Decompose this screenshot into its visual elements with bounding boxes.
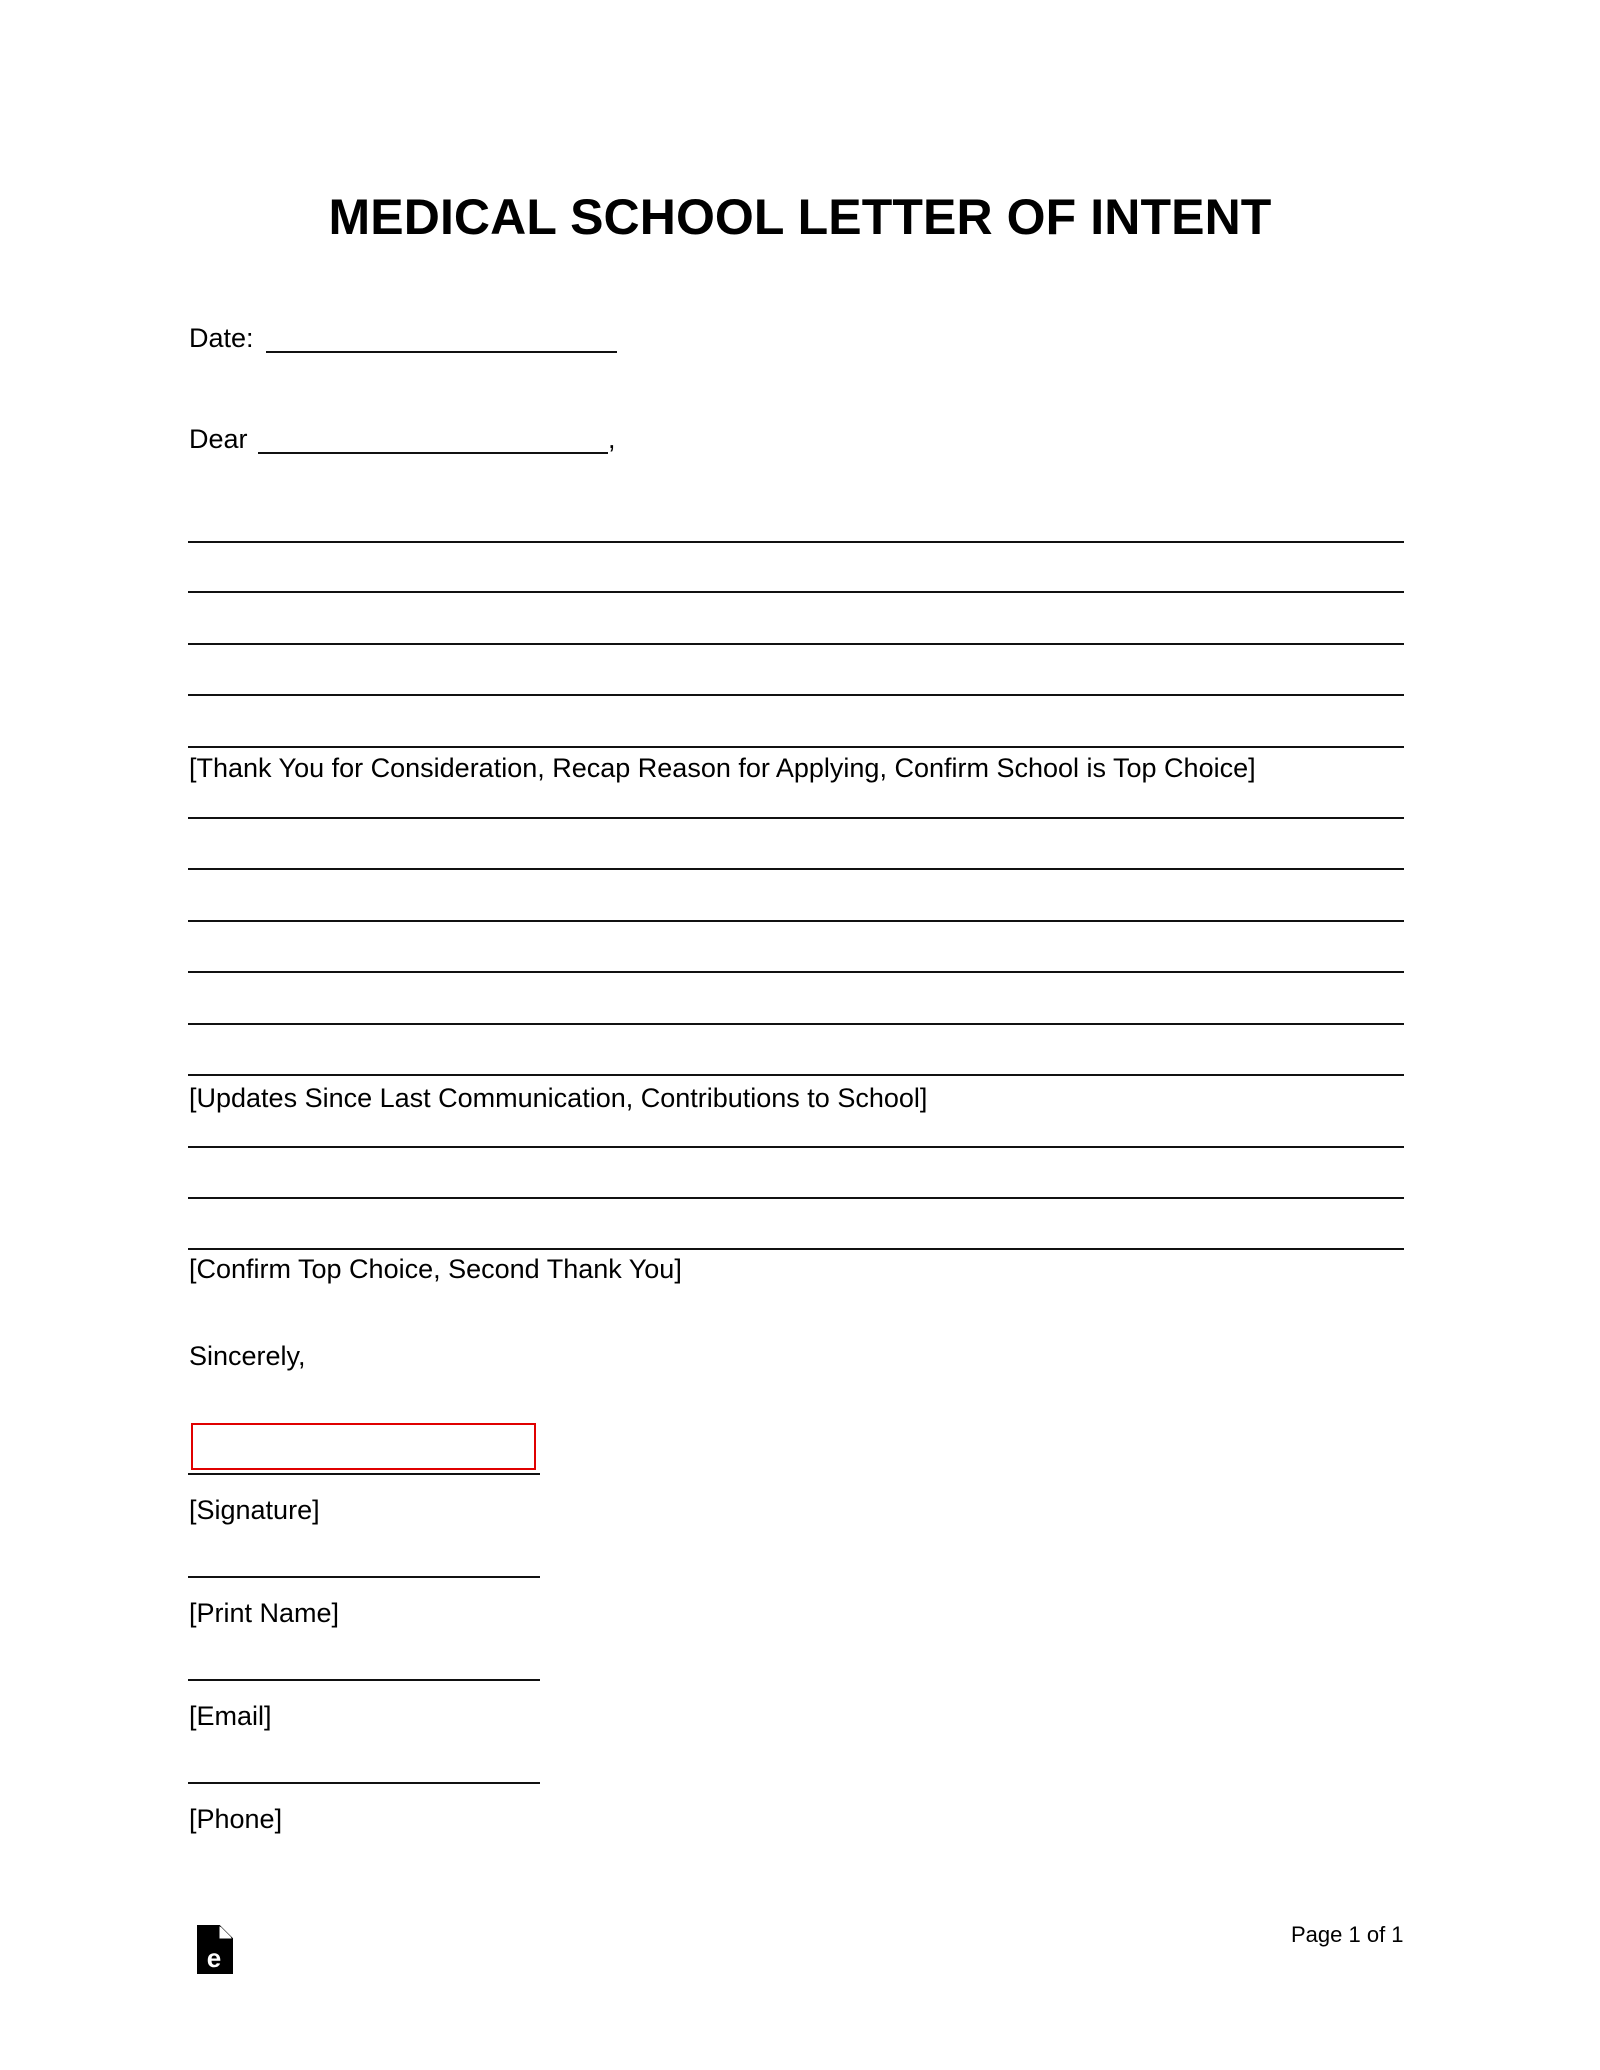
print-name-line[interactable] [188, 1576, 540, 1578]
body-line[interactable] [188, 971, 1404, 973]
section-instruction: [Updates Since Last Communication, Contributions to School] [189, 1083, 928, 1113]
date-label: Date: [189, 323, 254, 353]
email-line[interactable] [188, 1679, 540, 1681]
body-line[interactable] [188, 1023, 1404, 1025]
salutation-label: Dear [189, 424, 248, 454]
phone-line[interactable] [188, 1782, 540, 1784]
body-line[interactable] [188, 1197, 1404, 1199]
signature-label: [Signature] [189, 1495, 320, 1525]
section-instruction: [Confirm Top Choice, Second Thank You] [189, 1254, 682, 1284]
body-line[interactable] [188, 1146, 1404, 1148]
section-instruction: [Thank You for Consideration, Recap Reason for Applying, Confirm School is Top Choice] [189, 753, 1256, 783]
print-name-label: [Print Name] [189, 1598, 340, 1628]
body-line[interactable] [188, 643, 1404, 645]
signature-highlight-box[interactable] [191, 1423, 536, 1470]
page-indicator: Page 1 of 1 [1291, 1922, 1404, 1947]
body-line[interactable] [188, 1074, 1404, 1076]
document-title: MEDICAL SCHOOL LETTER OF INTENT [328, 189, 1272, 245]
date-field[interactable] [266, 351, 617, 353]
salutation-comma: , [608, 424, 616, 454]
body-line[interactable] [188, 817, 1404, 819]
logo-letter: e [206, 1943, 222, 1973]
body-line[interactable] [188, 1248, 1404, 1250]
body-line[interactable] [188, 541, 1404, 543]
body-line[interactable] [188, 694, 1404, 696]
body-line[interactable] [188, 746, 1404, 748]
document-e-icon [197, 1925, 233, 1974]
closing-text: Sincerely, [189, 1341, 306, 1371]
phone-label: [Phone] [189, 1804, 283, 1834]
signature-line[interactable] [188, 1473, 540, 1475]
body-line[interactable] [188, 868, 1404, 870]
recipient-field[interactable] [258, 452, 608, 454]
email-label: [Email] [189, 1701, 272, 1731]
body-line[interactable] [188, 920, 1404, 922]
body-line[interactable] [188, 591, 1404, 593]
